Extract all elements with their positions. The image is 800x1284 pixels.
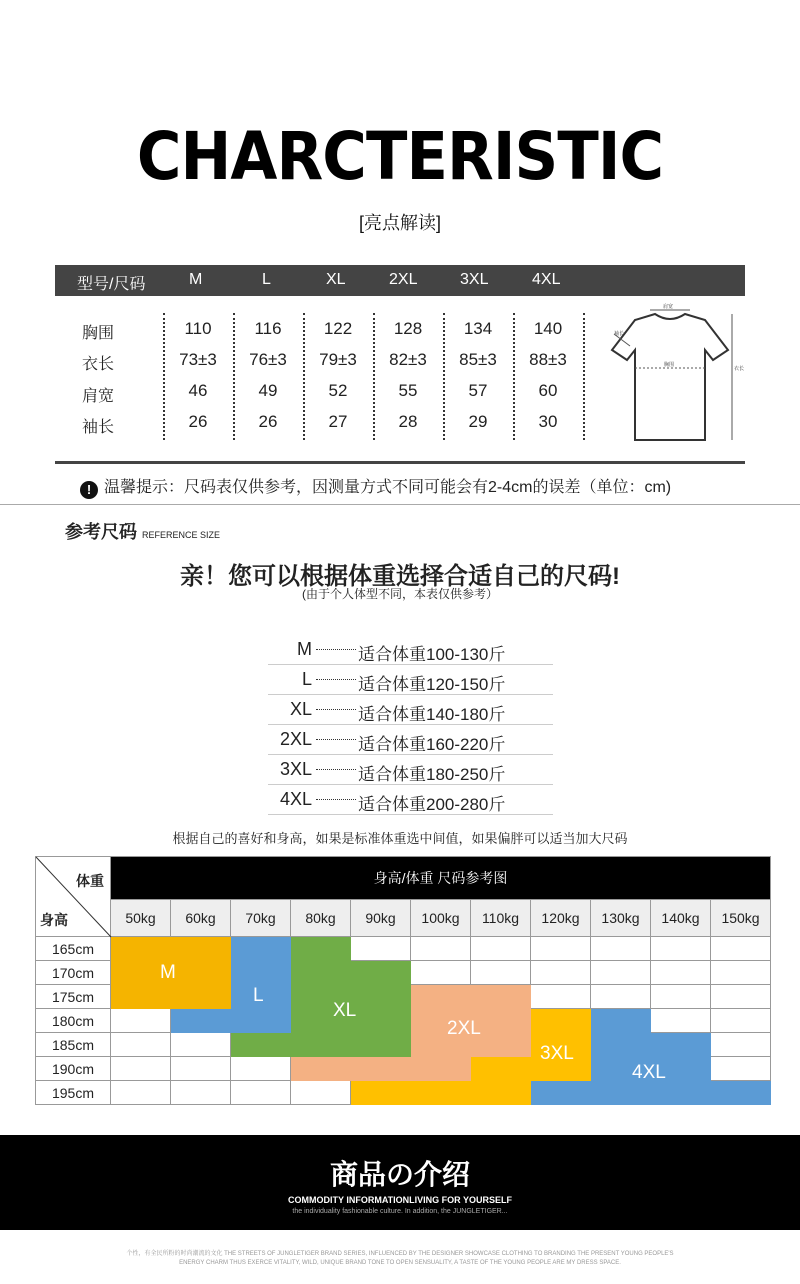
- dotted-leader: [316, 769, 356, 770]
- row-label-length: 衣长: [82, 356, 115, 373]
- header-size-4xl: 4XL: [532, 271, 561, 288]
- size-table-header: [55, 265, 745, 296]
- height-label: 190cm: [36, 1057, 111, 1081]
- height-label: 175cm: [36, 985, 111, 1009]
- height-label: 170cm: [36, 961, 111, 985]
- weight-size: M: [297, 639, 312, 659]
- weight-row: [268, 665, 553, 695]
- grid-corner: [36, 857, 111, 937]
- weight-header: 110kg: [471, 899, 531, 936]
- grid-cell: [531, 985, 591, 1009]
- grid-cell: [711, 1081, 771, 1105]
- size-cell: 60: [538, 381, 558, 400]
- dotted-leader: [316, 799, 356, 800]
- size-cell: 26: [258, 412, 278, 431]
- size-cell: 116: [254, 319, 282, 338]
- corner-weight: 体重: [76, 873, 104, 889]
- grid-cell: [171, 937, 231, 961]
- grid-cell: [591, 937, 651, 961]
- size-cell: 73±3: [179, 350, 217, 369]
- grid-cell: [291, 1033, 351, 1057]
- grid-cell: [591, 985, 651, 1009]
- column-divider: [373, 313, 375, 440]
- grid-cell: [351, 1057, 411, 1081]
- column-divider: [443, 313, 445, 440]
- weight-row: [268, 695, 553, 725]
- grid-cell: [351, 937, 411, 961]
- height-label: 165cm: [36, 937, 111, 961]
- grid-cell: [231, 1081, 291, 1105]
- corner-height: 身高: [40, 912, 68, 928]
- size-cell: 29: [468, 412, 488, 431]
- grid-cell: [111, 1009, 171, 1033]
- weight-size: L: [301, 669, 312, 689]
- grid-cell: [291, 1081, 351, 1105]
- banner-tagline: the individuality fashionable culture. In addition, the JUNGLETIGER...: [292, 1208, 508, 1215]
- grid-label-4xl: 4XL: [632, 1062, 666, 1083]
- grid-cell: [471, 985, 531, 1009]
- grid-cell: [471, 961, 531, 985]
- size-cell: 52: [328, 381, 348, 400]
- grid-cell: [651, 985, 711, 1009]
- column-divider: [513, 313, 515, 440]
- sizing-advice: 根据自己的喜好和身高，如果是标准体重选中间值，如果偏胖可以适当加大尺码: [172, 831, 628, 846]
- dotted-leader: [316, 739, 356, 740]
- grid-cell: [411, 937, 471, 961]
- grid-label-l: L: [253, 985, 264, 1006]
- grid-cell: [291, 937, 351, 961]
- notice-text: 温馨提示：尺码表仅供参考，因测量方式不同可能会有2-4cm的误差（单位：cm): [104, 479, 672, 496]
- grid-cell: [231, 1009, 291, 1033]
- weight-size: 4XL: [279, 789, 312, 809]
- reference-title-cn: 参考尺码: [65, 522, 137, 542]
- header-label: 型号/尺码: [77, 276, 146, 293]
- grid-cell: [231, 1033, 291, 1057]
- weight-range: 适合体重100-130斤: [358, 645, 506, 664]
- tshirt-diagram-icon: [600, 300, 745, 450]
- size-cell: 110: [184, 319, 212, 338]
- product-info-banner: [0, 1135, 800, 1230]
- weight-row: [268, 725, 553, 755]
- height-label: 180cm: [36, 1009, 111, 1033]
- size-cell: 122: [323, 319, 353, 338]
- weight-size: 2XL: [279, 729, 312, 749]
- grid-label-3xl: 3XL: [540, 1043, 574, 1064]
- size-table-footer-bar: [55, 461, 745, 464]
- grid-cell: [531, 1009, 591, 1033]
- weight-range: 适合体重180-250斤: [358, 765, 506, 784]
- grid-cell: [471, 1057, 531, 1081]
- header-size-2xl: 2XL: [389, 271, 418, 288]
- weight-header: 100kg: [411, 899, 471, 936]
- weight-header: 60kg: [171, 899, 231, 936]
- size-cell: 134: [463, 319, 493, 338]
- size-cell: 46: [188, 381, 208, 400]
- grid-cell: [111, 937, 171, 961]
- grid-cell: [111, 1081, 171, 1105]
- grid-cell: [531, 961, 591, 985]
- banner-subtitle: COMMODITY INFORMATIONLIVING FOR YOURSELF: [288, 1195, 512, 1205]
- grid-cell: [171, 1033, 231, 1057]
- weight-header: 130kg: [591, 899, 651, 936]
- reference-note: (由于个人体型不同，本表仅供参考）: [302, 587, 498, 601]
- weight-header: 70kg: [231, 899, 291, 936]
- grid-cell: [531, 1081, 591, 1105]
- grid-label-xl: XL: [333, 1000, 357, 1021]
- weight-range: 适合体重140-180斤: [358, 705, 506, 724]
- height-weight-grid: [35, 856, 770, 1105]
- grid-cell: [651, 1009, 711, 1033]
- grid-cell: [411, 961, 471, 985]
- size-cell: 140: [533, 319, 563, 338]
- size-cell: 79±3: [319, 350, 357, 369]
- weight-range: 适合体重200-280斤: [358, 795, 506, 814]
- grid-cell: [711, 961, 771, 985]
- grid-cell: [591, 1009, 651, 1033]
- weight-header: 80kg: [291, 899, 351, 936]
- size-cell: 85±3: [459, 350, 497, 369]
- weight-header: 120kg: [531, 899, 591, 936]
- height-label: 195cm: [36, 1081, 111, 1105]
- weight-row: [268, 635, 553, 665]
- dotted-leader: [316, 679, 356, 680]
- grid-cell: [171, 1009, 231, 1033]
- row-label-shoulder: 肩宽: [82, 388, 115, 405]
- weight-header: 50kg: [111, 899, 171, 936]
- grid-cell: [471, 1081, 531, 1105]
- page-title: CHARCTERISTIC: [136, 118, 664, 195]
- weight-row: [268, 785, 553, 815]
- grid-cell: [711, 1033, 771, 1057]
- grid-cell: [171, 1081, 231, 1105]
- header-size-m: M: [189, 271, 203, 288]
- weight-header: 150kg: [711, 899, 771, 936]
- grid-cell: [471, 937, 531, 961]
- grid-cell: [171, 985, 231, 1009]
- column-divider: [233, 313, 235, 440]
- size-cell: 128: [393, 319, 423, 338]
- grid-cell: [291, 1057, 351, 1081]
- size-cell: 57: [468, 381, 488, 400]
- grid-cell: [351, 985, 411, 1009]
- size-cell: 76±3: [249, 350, 287, 369]
- grid-cell: [351, 1009, 411, 1033]
- banner-title: 商品の介绍: [329, 1159, 470, 1190]
- exclamation-icon: !: [80, 481, 98, 499]
- grid-cell: [591, 961, 651, 985]
- grid-cell: [411, 985, 471, 1009]
- grid-cell: [231, 961, 291, 985]
- weight-range: 适合体重160-220斤: [358, 735, 506, 754]
- weight-range: 适合体重120-150斤: [358, 675, 506, 694]
- grid-cell: [651, 937, 711, 961]
- header-size-3xl: 3XL: [460, 271, 489, 288]
- header-size-xl: XL: [326, 271, 346, 288]
- grid-cell: [111, 1033, 171, 1057]
- grid-cell: [711, 1009, 771, 1033]
- grid-label-2xl: 2XL: [447, 1018, 481, 1039]
- column-divider: [303, 313, 305, 440]
- reference-title-en: REFERENCE SIZE: [142, 530, 221, 540]
- size-cell: 30: [538, 412, 558, 431]
- grid-cell: [351, 961, 411, 985]
- row-label-sleeve: 袖长: [82, 419, 115, 436]
- grid-cell: [231, 937, 291, 961]
- reference-headline: 亲！您可以根据体重选择合适自己的尺码!: [180, 563, 620, 590]
- column-divider: [163, 313, 165, 440]
- size-cell: 27: [328, 412, 348, 431]
- size-cell: 26: [188, 412, 208, 431]
- grid-cell: [591, 1033, 651, 1057]
- reference-title: [65, 518, 220, 544]
- size-cell: 55: [398, 381, 418, 400]
- size-cell: 28: [398, 412, 418, 431]
- page-subtitle: [亮点解读]: [358, 213, 441, 233]
- height-label: 185cm: [36, 1033, 111, 1057]
- grid-cell: [651, 1081, 711, 1105]
- header-size-l: L: [262, 271, 271, 288]
- section-divider: [0, 504, 800, 505]
- grid-cell: [411, 1081, 471, 1105]
- grid-cell: [411, 1057, 471, 1081]
- grid-cell: [291, 961, 351, 985]
- dotted-leader: [316, 709, 356, 710]
- grid-cell: [711, 1057, 771, 1081]
- footer-line: ENERGY CHARM THUS EXERCE VITALITY, WILD, UNIQUE BRAND TONE TO OPEN SENSUALITY, A TASTE OF THE YOUNG PEOPLE ARE MY DRESS SPACE.: [179, 1260, 621, 1266]
- grid-cell: [531, 937, 591, 961]
- size-cell: 88±3: [529, 350, 567, 369]
- grid-cell: [351, 1081, 411, 1105]
- footer-text: [0, 1250, 800, 1268]
- dotted-leader: [316, 649, 356, 650]
- grid-cell: [231, 1057, 291, 1081]
- grid-cell: [171, 961, 231, 985]
- grid-cell: [351, 1033, 411, 1057]
- footer-line: 个性，有全民所粉的时尚潮流的文化 THE STREETS OF JUNGLETIGER BRAND SERIES, INFLUENCED BY THE DESIGNER SHOWCASE CLOTHING TO BRANDING THE PRESENT YOUNG PEOPLE'S: [126, 1251, 674, 1257]
- grid-cell: [711, 937, 771, 961]
- weight-row: [268, 755, 553, 785]
- size-cell: 82±3: [389, 350, 427, 369]
- size-cell: 49: [258, 381, 278, 400]
- grid-cell: [591, 1081, 651, 1105]
- grid-cell: [651, 961, 711, 985]
- weight-size: 3XL: [279, 759, 312, 779]
- diagram-label-length: 衣长: [734, 366, 745, 372]
- grid-cell: [651, 1033, 711, 1057]
- weight-header: 90kg: [351, 899, 411, 936]
- grid-cell: [111, 1057, 171, 1081]
- diagram-label-chest: 胸围: [664, 362, 675, 368]
- grid-cell: [111, 985, 171, 1009]
- size-notice: [80, 474, 671, 499]
- diagram-label-sleeve: 袖长: [614, 331, 625, 337]
- grid-cell: [171, 1057, 231, 1081]
- diagram-label-shoulder: 肩宽: [663, 304, 674, 310]
- grid-banner: 身高/体重 尺码参考图: [111, 857, 771, 900]
- grid-cell: [711, 985, 771, 1009]
- weight-header: 140kg: [651, 899, 711, 936]
- column-divider: [583, 313, 585, 440]
- weight-size: XL: [289, 699, 312, 719]
- grid-label-m: M: [160, 962, 176, 983]
- row-label-chest: 胸围: [82, 325, 115, 342]
